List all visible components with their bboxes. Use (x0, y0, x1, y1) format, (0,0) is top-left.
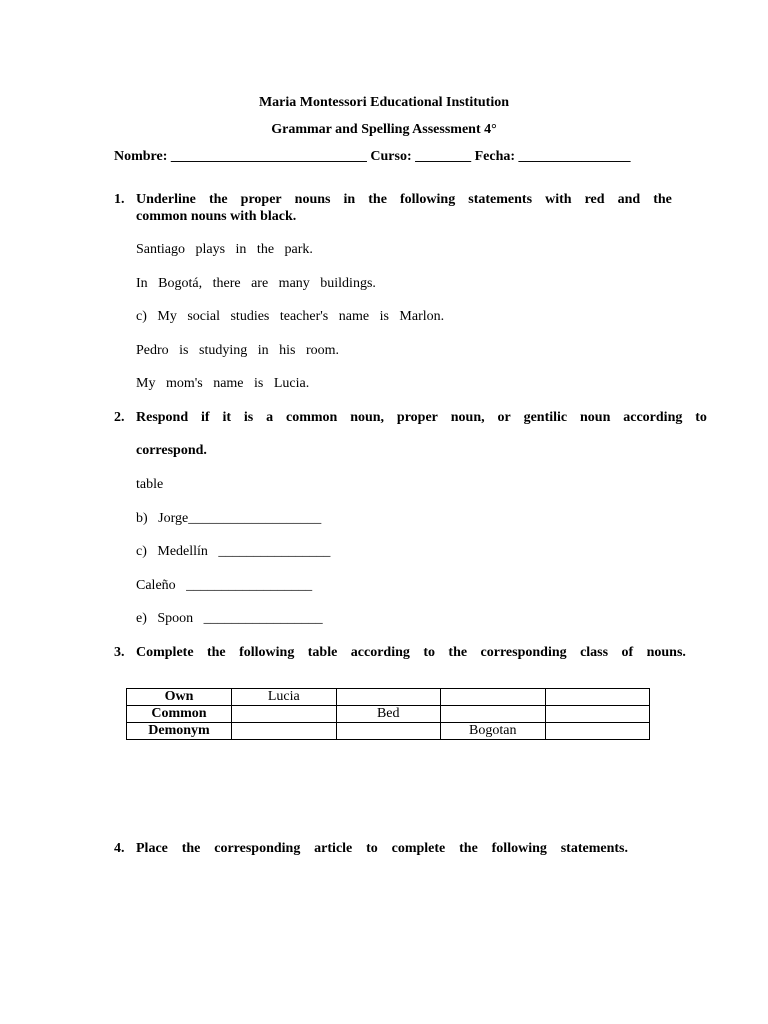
word: if (201, 410, 210, 425)
word: to (423, 645, 435, 660)
word: of (621, 645, 634, 660)
q2-instruction-line1 (136, 410, 707, 426)
institution-title: Maria Montessori Educational Institution (258, 95, 510, 110)
row-header: Demonym (127, 723, 232, 740)
word: proper (240, 192, 282, 207)
word: proper (396, 410, 438, 425)
word: to (695, 410, 707, 425)
word: following (491, 841, 547, 856)
q4-number: 4. (114, 841, 125, 856)
q2-instruction-line2: correspond. (136, 443, 207, 458)
word: noun, (350, 410, 385, 425)
q2-item-4: Caleño __________________ (136, 578, 313, 593)
word: noun (580, 410, 611, 425)
word: in (343, 192, 356, 207)
table-cell[interactable] (232, 723, 337, 740)
q2-number: 2. (114, 410, 125, 425)
q1-item-3: c) My social studies teacher's name is Marlon. (136, 309, 445, 324)
word: according (350, 645, 410, 660)
table-cell[interactable]: Lucia (232, 689, 337, 706)
table-cell[interactable] (441, 706, 546, 723)
row-header: Common (127, 706, 232, 723)
word: according (623, 410, 683, 425)
q1-instruction-line1 (136, 192, 672, 208)
word: table (307, 645, 338, 660)
table-row (127, 706, 650, 723)
word: statements. (560, 841, 628, 856)
word: the (653, 192, 672, 207)
word: corresponding (214, 841, 301, 856)
word: following (239, 645, 295, 660)
word: the (448, 645, 468, 660)
table-cell[interactable] (441, 689, 546, 706)
word: the (206, 645, 226, 660)
word: statements (468, 192, 533, 207)
row-header: Own (127, 689, 232, 706)
word: noun, (450, 410, 485, 425)
word: corresponding (480, 645, 567, 660)
q2-item-2: b) Jorge___________________ (136, 511, 322, 526)
q1-item-4: Pedro is studying in his room. (136, 343, 340, 358)
table-cell[interactable] (232, 706, 337, 723)
q1-instruction-line2: common nouns with black. (136, 209, 297, 224)
nouns-table (126, 688, 650, 740)
word: the (459, 841, 478, 856)
word: the (368, 192, 387, 207)
word: article (314, 841, 353, 856)
word: Respond (136, 410, 189, 425)
word: with (545, 192, 572, 207)
q2-item-3: c) Medellín ________________ (136, 544, 331, 559)
word: complete (391, 841, 446, 856)
q1-item-2: In Bogotá, there are many buildings. (136, 276, 376, 291)
table-cell[interactable] (336, 723, 441, 740)
word: is (243, 410, 254, 425)
word: or (497, 410, 511, 425)
q3-instruction (136, 645, 686, 661)
table-cell[interactable] (545, 689, 650, 706)
word: Place (136, 841, 168, 856)
word: gentilic (523, 410, 568, 425)
word: nouns (294, 192, 331, 207)
word: red (584, 192, 605, 207)
q1-item-5: My mom's name is Lucia. (136, 376, 310, 391)
table-row (127, 689, 650, 706)
word: class (580, 645, 609, 660)
word: nouns. (646, 645, 686, 660)
assessment-title: Grammar and Spelling Assessment 4° (271, 122, 497, 137)
word: Underline (136, 192, 196, 207)
word: common (285, 410, 338, 425)
word: a (266, 410, 274, 425)
word: to (366, 841, 378, 856)
word: Complete (136, 645, 194, 660)
table-cell[interactable] (545, 706, 650, 723)
table-cell[interactable]: Bed (336, 706, 441, 723)
q4-instruction (136, 841, 628, 857)
student-info-line: Nombre: ____________________________ Curso: ________ Fecha: ________________ (114, 149, 631, 164)
word: following (399, 192, 456, 207)
table-cell[interactable]: Bogotan (441, 723, 546, 740)
word: and (617, 192, 641, 207)
table-cell[interactable] (545, 723, 650, 740)
word: the (181, 841, 201, 856)
q2-item-5: e) Spoon _________________ (136, 611, 323, 626)
word: the (208, 192, 228, 207)
table-cell[interactable] (336, 689, 441, 706)
q3-number: 3. (114, 645, 125, 660)
q1-number: 1. (114, 192, 125, 207)
q2-item-1: table (136, 477, 164, 492)
q1-item-1: Santiago plays in the park. (136, 242, 313, 257)
word: it (222, 410, 232, 425)
table-row (127, 723, 650, 740)
